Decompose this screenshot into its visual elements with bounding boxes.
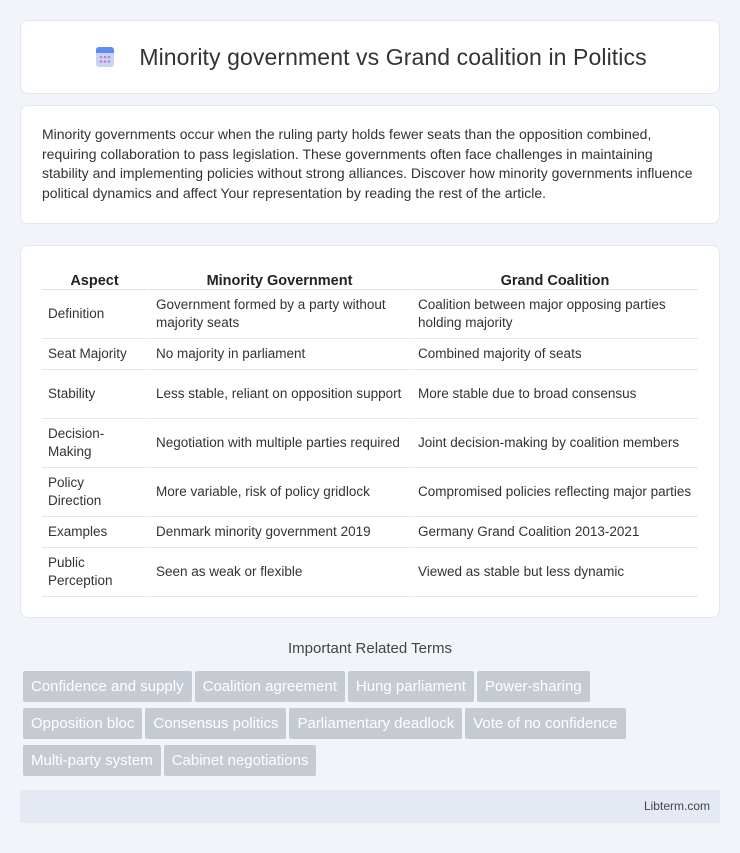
term-tag[interactable]: Parliamentary deadlock (289, 708, 462, 739)
row-aspect: Public Perception (42, 548, 150, 597)
term-tag[interactable]: Power-sharing (477, 671, 590, 702)
footer (20, 790, 720, 823)
row-grand: Viewed as stable but less dynamic (412, 548, 698, 597)
term-tag[interactable]: Consensus politics (145, 708, 286, 739)
row-grand: More stable due to broad consensus (412, 370, 698, 419)
row-aspect: Examples (42, 517, 150, 548)
term-tag[interactable]: Opposition bloc (23, 708, 142, 739)
row-grand: Combined majority of seats (412, 339, 698, 370)
table-row (42, 370, 698, 419)
row-grand: Germany Grand Coalition 2013-2021 (412, 517, 698, 548)
term-tag[interactable]: Vote of no confidence (465, 708, 625, 739)
row-minority: No majority in parliament (150, 339, 412, 370)
term-tag[interactable]: Hung parliament (348, 671, 474, 702)
term-tag[interactable]: Confidence and supply (23, 671, 192, 702)
term-tag[interactable]: Coalition agreement (195, 671, 345, 702)
table-header-row (42, 264, 698, 290)
related-terms-heading: Important Related Terms (288, 640, 452, 657)
row-minority: Seen as weak or flexible (150, 548, 412, 597)
intro-card (20, 105, 720, 224)
row-aspect: Decision-Making (42, 419, 150, 468)
header-grand-coalition: Grand Coalition (412, 264, 698, 290)
table-row (42, 419, 698, 468)
row-aspect: Policy Direction (42, 468, 150, 517)
term-tag[interactable]: Multi-party system (23, 745, 161, 776)
row-grand: Joint decision-making by coalition members (412, 419, 698, 468)
document-icon (93, 45, 117, 69)
table-row (42, 468, 698, 517)
term-tag[interactable]: Cabinet negotiations (164, 745, 317, 776)
row-minority: Denmark minority government 2019 (150, 517, 412, 548)
comparison-card (20, 245, 720, 618)
table-row (42, 339, 698, 370)
row-aspect: Seat Majority (42, 339, 150, 370)
row-minority: More variable, risk of policy gridlock (150, 468, 412, 517)
row-minority: Negotiation with multiple parties required (150, 419, 412, 468)
row-grand: Coalition between major opposing parties holding majority (412, 290, 698, 339)
row-aspect: Definition (42, 290, 150, 339)
related-terms-list (23, 671, 723, 782)
title-card (20, 20, 720, 94)
intro-text: Minority governments occur when the ruling party holds fewer seats than the opposition combined, requiring collaboration to pass legislation. These governments often face challenges in maintaining stability and implementing policies without strong alliances. Discover how minority governments influence political dynamics and affect Your representation by reading the rest of the article. (42, 126, 693, 201)
comparison-table (42, 264, 698, 597)
table-row (42, 290, 698, 339)
header-aspect: Aspect (42, 264, 150, 290)
table-row (42, 548, 698, 597)
header-minority-government: Minority Government (150, 264, 412, 290)
footer-site-link[interactable]: Libterm.com (643, 799, 710, 813)
row-minority: Less stable, reliant on opposition support (150, 370, 412, 419)
page-title: Minority government vs Grand coalition in Politics (139, 43, 647, 70)
table-row (42, 517, 698, 548)
row-minority: Government formed by a party without majority seats (150, 290, 412, 339)
row-grand: Compromised policies reflecting major parties (412, 468, 698, 517)
row-aspect: Stability (42, 370, 150, 419)
